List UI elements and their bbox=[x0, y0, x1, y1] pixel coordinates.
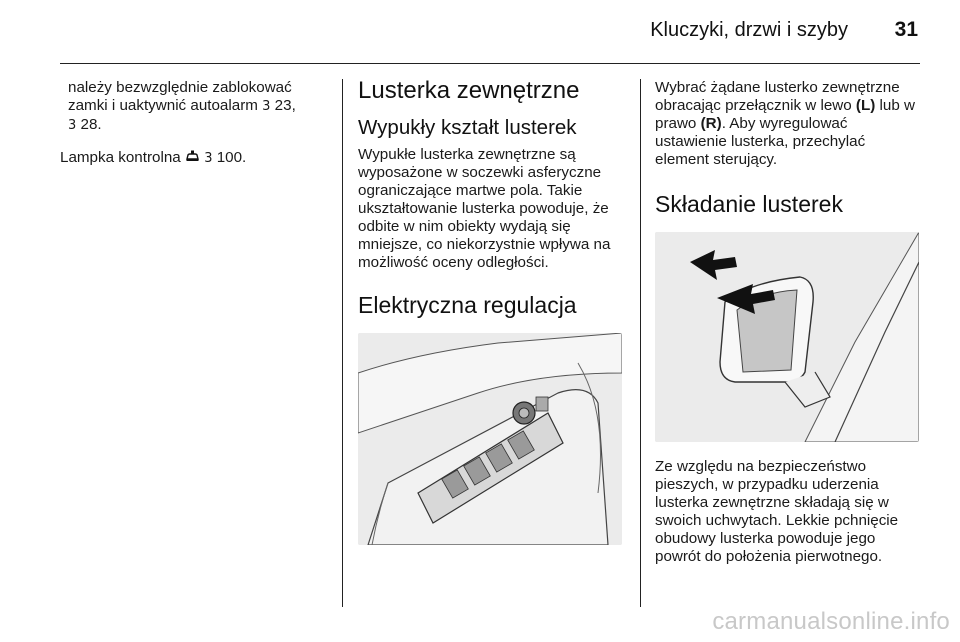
adjust-paragraph: Wybrać żądane lusterko zewnętrzne obracając przełącznik w lewo (L) lub w prawo (R). Aby wyregulować ustawienie lusterka, przechylać element sterujący. bbox=[655, 79, 915, 168]
watermark: carmanualsonline.info bbox=[712, 608, 950, 635]
mirror-switch-illustration bbox=[358, 333, 622, 545]
column-divider bbox=[342, 79, 343, 607]
page-ref-link[interactable]: 100. bbox=[216, 149, 247, 166]
convex-mirror-paragraph: Wypukłe lusterka zewnętrzne są wyposażone w soczewki asferyczne ograniczające martwe pola. Takie ukształtowanie lusterka powoduje, że odbite w nim obiekty wydają się mniejsze, co niekorzystnie wpływa na możliwość oceny odległości. bbox=[358, 146, 611, 271]
page-ref-icon[interactable]: 3 bbox=[204, 151, 213, 166]
mirror-folding-illustration bbox=[655, 232, 919, 442]
header-title: Kluczyki, drzwi i szyby bbox=[650, 19, 848, 41]
left-label: (L) bbox=[855, 97, 876, 114]
indicator-paragraph: Lampka kontrolna 3 100. bbox=[60, 149, 247, 166]
section-heading: Lusterka zewnętrzne bbox=[358, 77, 580, 104]
column-1 bbox=[60, 79, 328, 168]
subsection-heading: Wypukły kształt lusterek bbox=[358, 116, 577, 139]
right-label: (R) bbox=[700, 115, 722, 132]
column-2 bbox=[358, 79, 626, 545]
section-heading-electric: Elektryczna regulacja bbox=[358, 292, 577, 318]
section-heading-folding: Składanie lusterek bbox=[655, 191, 843, 217]
column-divider bbox=[640, 79, 641, 607]
page-ref-icon[interactable]: 3 bbox=[68, 118, 77, 133]
page-ref-link[interactable]: 28. bbox=[80, 116, 102, 133]
folding-paragraph: Ze względu na bezpieczeństwo pieszych, w przypadku uderzenia lusterka zewnętrzne składają się w swoich uchwytach. Lekkie pchnięcie obudowy lusterka powoduje jego powrót do położenia pierwotnego. bbox=[655, 458, 899, 565]
page-header bbox=[60, 0, 920, 64]
column-3 bbox=[655, 79, 923, 566]
alarm-paragraph: należy bezwzględnie zablokować zamki i uaktywnić autoalarm 3 23, 3 28. bbox=[68, 79, 296, 133]
page-ref-link[interactable]: 23, bbox=[274, 97, 296, 114]
page-ref-icon[interactable]: 3 bbox=[262, 99, 271, 114]
page-number: 31 bbox=[894, 18, 918, 41]
car-lock-icon bbox=[185, 150, 200, 163]
